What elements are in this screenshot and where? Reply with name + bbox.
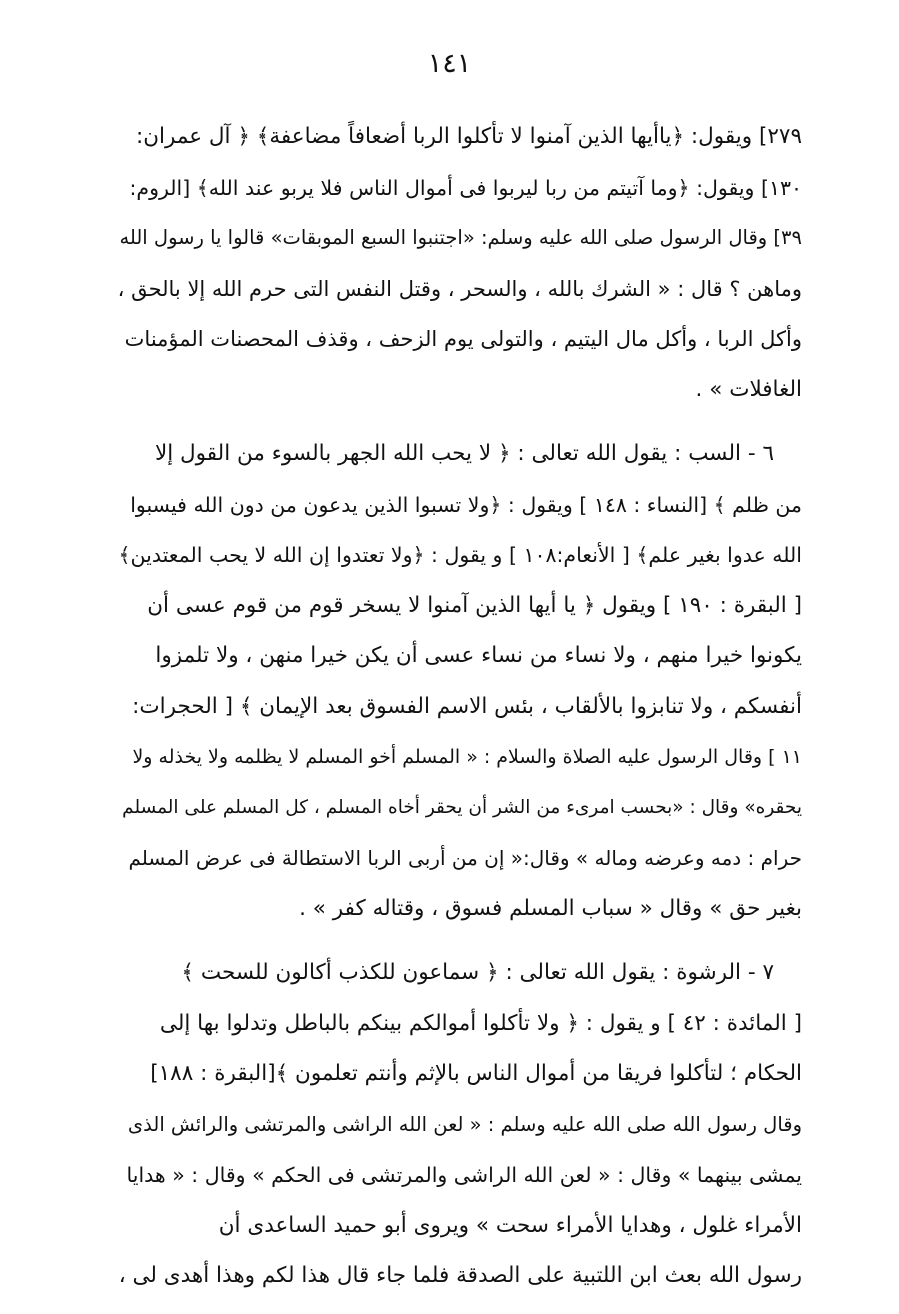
- text-line: الغافلات » .: [695, 376, 802, 402]
- text-line: حرام : دمه وعرضه وماله » وقال:« إن من أربى الربا الاستطالة فى عرض المسلم: [128, 846, 802, 870]
- text-line: أنفسكم ، ولا تنابزوا بالألقاب ، بئس الاسم الفسوق بعد الإيمان ﴾ [ الحجرات:: [132, 693, 802, 719]
- text-line: وقال رسول الله صلى الله عليه وسلم : « لعن الله الراشى والمرتشى والرائش الذى: [127, 1112, 802, 1136]
- text-line: وماهن ؟ قال : « الشرك بالله ، والسحر ، وقتل النفس التى حرم الله إلا بالحق ،: [117, 276, 802, 301]
- text-line: رسول الله بعث ابن اللتبية على الصدقة فلما جاء قال هذا لكم وهذا أهدى لى ،: [118, 1263, 802, 1288]
- paragraph-gap: [118, 415, 802, 429]
- text-line: يمشى بينهما » وقال : « لعن الله الراشى والمرتشى فى الحكم » وقال : « هدايا: [126, 1163, 802, 1187]
- page-number: ١٤١: [427, 48, 472, 79]
- text-line: ١١ ] وقال الرسول عليه الصلاة والسلام : « المسلم أخو المسلم لا يظلمه ولا يخذله ولا: [132, 746, 802, 768]
- text-line: ١٣٠] ويقول: ﴿وما آتيتم من ربا ليربوا فى أموال الناس فلا يربو عند الله﴾ [الروم:: [129, 175, 802, 200]
- text-line: ٧ - الرشوة : يقول الله تعالى : ﴿ سماعون للكذب أكالون للسحت ﴾: [181, 960, 774, 985]
- text-line: الله عدوا بغير علم﴾ [ الأنعام:١٠٨ ] و يقول : ﴿ولا تعتدوا إن الله لا يحب المعتدين﴾: [118, 543, 802, 567]
- body-text: [118, 112, 802, 1302]
- text-line: الحكام ؛ لتأكلوا فريقا من أموال الناس بالإثم وأنتم تعلمون ﴾[البقرة : ١٨٨]: [150, 1061, 802, 1086]
- text-line: يحقره» وقال : «بحسب امرىء من الشر أن يحقر أخاه المسلم ، كل المسلم على المسلم: [122, 796, 802, 818]
- text-line: [ المائدة : ٤٢ ] و يقول : ﴿ ولا تأكلوا أموالكم بينكم بالباطل وتدلوا بها إلى: [159, 1010, 802, 1036]
- text-line: ٦ - السب : يقول الله تعالى : ﴿ لا يحب الله الجهر بالسوء من القول إلا: [154, 441, 774, 466]
- text-line: ٢٧٩] ويقول: ﴿ياأيها الذين آمنوا لا تأكلوا الربا أضعافاً مضاعفة﴾ ﴿ آل عمران:: [135, 124, 802, 149]
- text-line: الأمراء غلول ، وهدايا الأمراء سحت » ويروى أبو حميد الساعدى أن: [218, 1212, 802, 1238]
- text-line: ٣٩] وقال الرسول صلى الله عليه وسلم: «اجتنبوا السبع الموبقات» قالوا يا رسول الله: [119, 226, 802, 249]
- text-line: وأكل الربا ، وأكل مال اليتيم ، والتولى يوم الزحف ، وقذف المحصنات المؤمنات: [124, 327, 802, 351]
- text-line: [ البقرة : ١٩٠ ] ويقول ﴿ يا أيها الذين آمنوا لا يسخر قوم من قوم عسى أن: [147, 592, 802, 618]
- paragraph-gap: [118, 934, 802, 948]
- text-line: من ظلم ﴾ [النساء : ١٤٨ ] ويقول : ﴿ولا تسبوا الذين يدعون من دون الله فيسبوا: [130, 492, 802, 517]
- text-line: يكونوا خيرا منهم ، ولا نساء من نساء عسى أن يكن خيرا منهن ، ولا تلمزوا: [155, 643, 802, 668]
- text-line: بغير حق » وقال « سباب المسلم فسوق ، وقتاله كفر » .: [299, 895, 802, 921]
